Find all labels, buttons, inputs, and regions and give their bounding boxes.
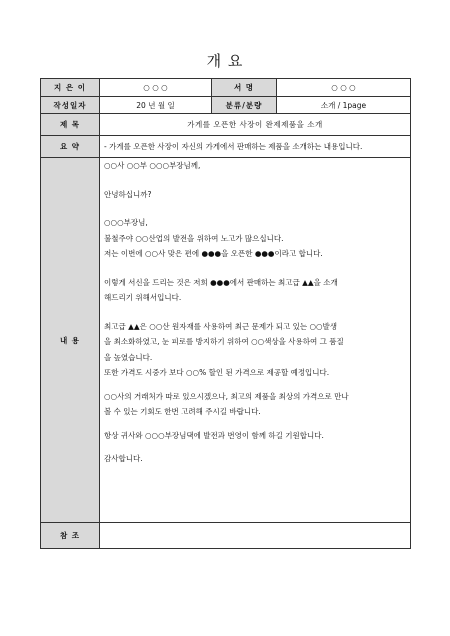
- letter-text-line: ○○사의 거래처가 따로 있으시겠으나, 최고의 제품을 최상의 가격으로 만나: [104, 391, 349, 401]
- letter-text-line: 또한 가격도 시중가 보다 ○○% 할인 된 가격으로 제공할 예정입니다.: [104, 368, 330, 377]
- letter-text-line: 을 높였습니다.: [104, 352, 153, 362]
- subject-label: 제 목: [41, 114, 100, 136]
- summary-label: 요 약: [41, 136, 100, 158]
- summary-row: [41, 136, 411, 158]
- letter-text-line: 해드리기 위해서입니다.: [104, 293, 182, 302]
- subject-row: [41, 114, 411, 136]
- letter-text-line: 저는 이번에 ○○사 맞은 편에 ●●●을 오픈한 ●●●이라고 합니다.: [104, 249, 323, 258]
- reference-value: [100, 523, 411, 549]
- category-value: 소개 / 1page: [277, 97, 411, 114]
- letter-thanks: 감사합니다.: [104, 454, 143, 463]
- writer-value: ○ ○ ○: [100, 79, 212, 97]
- reference-label: 참 조: [41, 523, 100, 549]
- overview-form-table: [40, 78, 411, 549]
- letter-text-line: 최고급 ▲▲은 ○○산 원자재를 사용하여 최근 문제가 되고 있는 ○○발생: [104, 321, 338, 331]
- content-label: 내 용: [41, 158, 100, 523]
- letter-recipient: ○○사 ○○부 ○○○부장님께,: [104, 161, 201, 170]
- letter-salutation: ○○○부장님,: [104, 218, 148, 227]
- letter-body: [100, 158, 411, 523]
- summary-value: - 가게를 오픈한 사장이 자신의 가게에서 판매하는 제품을 소개하는 내용입니다.: [100, 136, 411, 158]
- letter-closing: 항상 귀사와 ○○○부장님댁에 발전과 번영이 함께 하길 기원합니다.: [104, 430, 324, 440]
- letter-text-line: 볼 수 있는 기회도 한번 고려해 주시길 바랍니다.: [104, 407, 261, 416]
- signature-label: 서 명: [212, 79, 277, 97]
- date-label: 작성일자: [41, 97, 100, 114]
- writer-label: 지 은 이: [41, 79, 100, 97]
- letter-greeting: 안녕하십니까?: [104, 189, 152, 199]
- date-row: [41, 97, 411, 114]
- subject-value: 가게를 오픈한 사장이 완제제품을 소개: [100, 114, 411, 136]
- reference-row: [41, 523, 411, 549]
- letter-text-line: 이렇게 서신을 드리는 것은 저희 ●●●에서 판매하는 최고급 ▲▲을 소개: [104, 277, 338, 287]
- category-label: 분류/분량: [212, 97, 277, 114]
- date-value: 20 년 월 일: [100, 97, 212, 114]
- letter-text-line: 을 최소화하였고, 눈 피로를 방지하기 위하여 ○○색상을 사용하여 그 품질: [104, 337, 344, 346]
- writer-row: [41, 79, 411, 97]
- letter-text-line: 불철주야 ○○산업의 발전을 위하여 노고가 많으십니다.: [104, 233, 284, 243]
- document-title: 개 요: [206, 52, 244, 70]
- signature-value: ○ ○ ○: [277, 79, 411, 97]
- content-row: [41, 158, 411, 523]
